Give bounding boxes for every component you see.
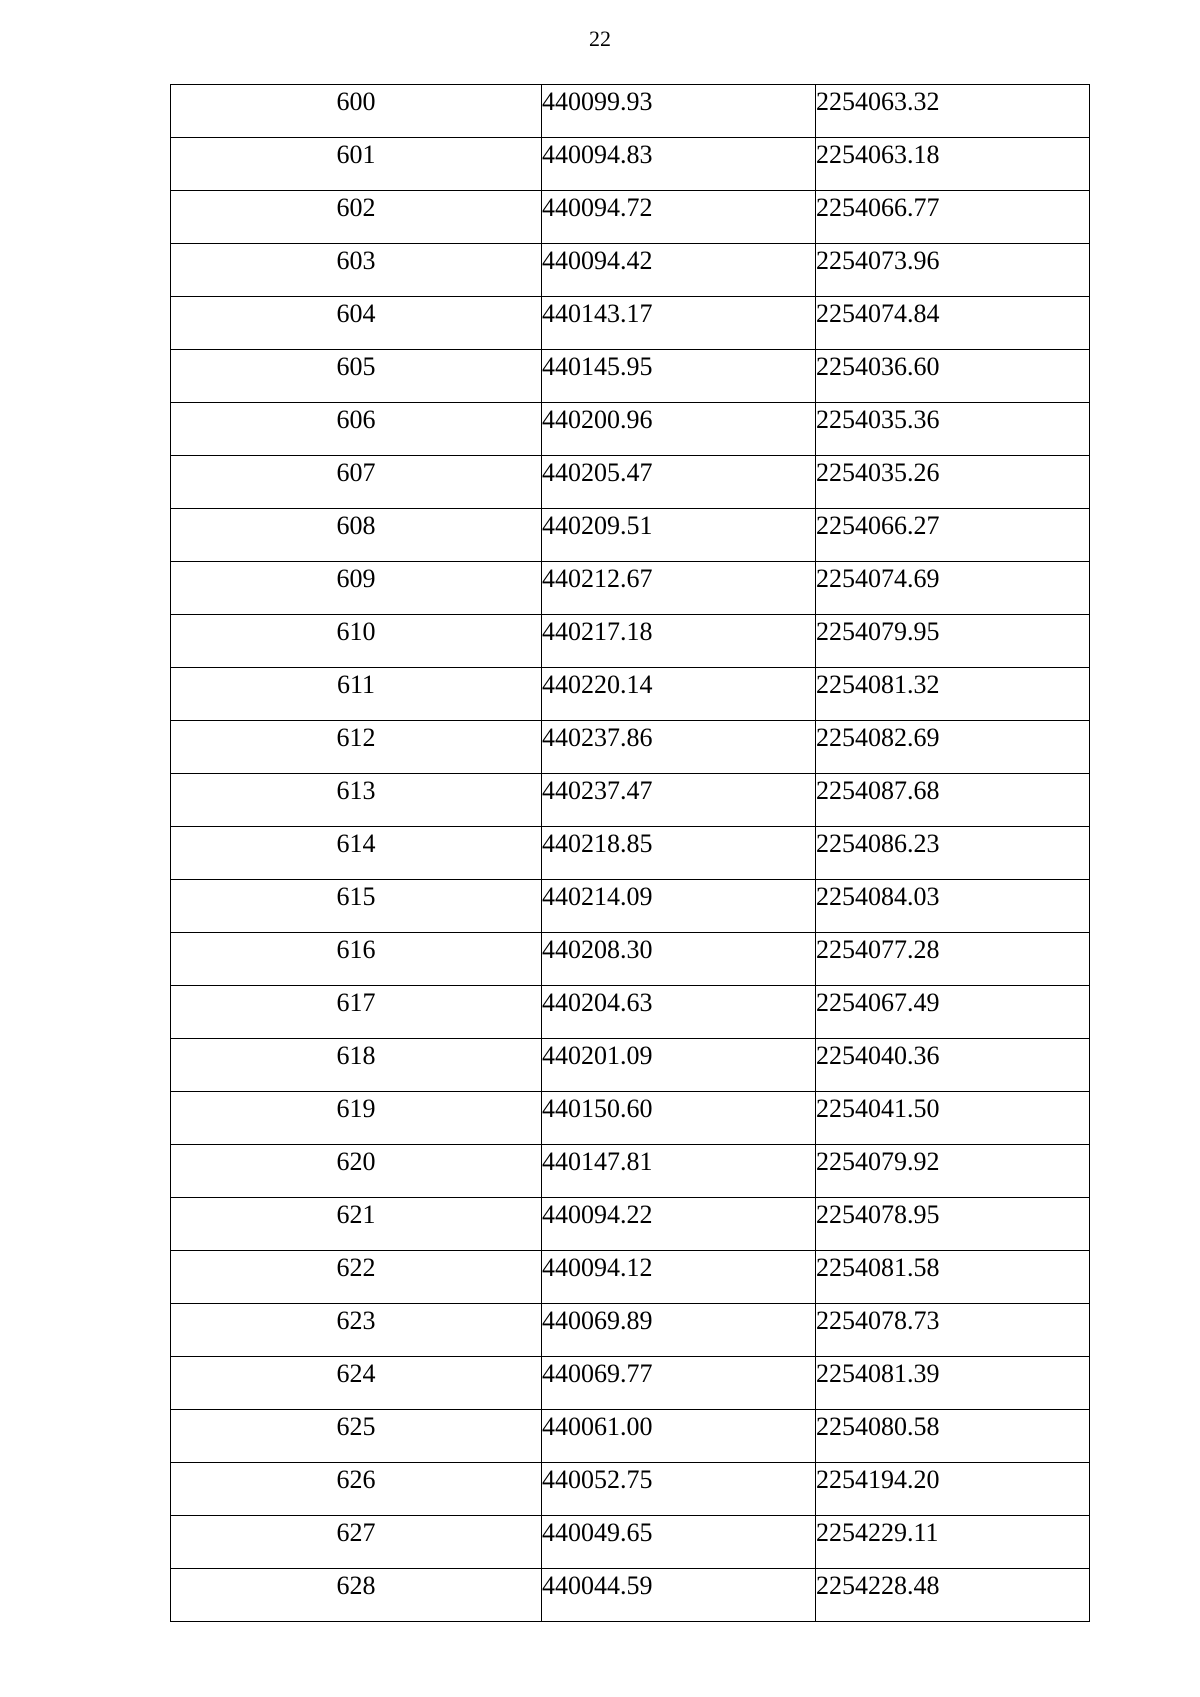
point-number-cell: 623 [171, 1304, 542, 1357]
y-coordinate-cell: 2254078.73 [816, 1304, 1090, 1357]
x-coordinate-cell: 440094.83 [542, 138, 816, 191]
x-coordinate-cell: 440147.81 [542, 1145, 816, 1198]
x-coordinate-cell: 440049.65 [542, 1516, 816, 1569]
y-coordinate-cell: 2254086.23 [816, 827, 1090, 880]
y-coordinate-cell: 2254087.68 [816, 774, 1090, 827]
y-coordinate-cell: 2254067.49 [816, 986, 1090, 1039]
x-coordinate-cell: 440214.09 [542, 880, 816, 933]
x-coordinate-cell: 440220.14 [542, 668, 816, 721]
y-coordinate-cell: 2254073.96 [816, 244, 1090, 297]
y-coordinate-cell: 2254077.28 [816, 933, 1090, 986]
point-number-cell: 616 [171, 933, 542, 986]
y-coordinate-cell: 2254194.20 [816, 1463, 1090, 1516]
table-row [171, 403, 1090, 456]
x-coordinate-cell: 440145.95 [542, 350, 816, 403]
y-coordinate-cell: 2254035.26 [816, 456, 1090, 509]
table-row [171, 615, 1090, 668]
y-coordinate-cell: 2254081.39 [816, 1357, 1090, 1410]
y-coordinate-cell: 2254074.69 [816, 562, 1090, 615]
point-number-cell: 617 [171, 986, 542, 1039]
table-row [171, 1357, 1090, 1410]
x-coordinate-cell: 440237.86 [542, 721, 816, 774]
x-coordinate-cell: 440069.77 [542, 1357, 816, 1410]
point-number-cell: 618 [171, 1039, 542, 1092]
table-row [171, 1039, 1090, 1092]
x-coordinate-cell: 440044.59 [542, 1569, 816, 1622]
point-number-cell: 610 [171, 615, 542, 668]
table-row [171, 1463, 1090, 1516]
x-coordinate-cell: 440217.18 [542, 615, 816, 668]
y-coordinate-cell: 2254066.27 [816, 509, 1090, 562]
y-coordinate-cell: 2254078.95 [816, 1198, 1090, 1251]
table-row [171, 668, 1090, 721]
table-row [171, 562, 1090, 615]
page-number: 22 [589, 26, 611, 51]
y-coordinate-cell: 2254063.18 [816, 138, 1090, 191]
table-row [171, 827, 1090, 880]
y-coordinate-cell: 2254081.58 [816, 1251, 1090, 1304]
table-row [171, 986, 1090, 1039]
x-coordinate-cell: 440200.96 [542, 403, 816, 456]
point-number-cell: 609 [171, 562, 542, 615]
x-coordinate-cell: 440099.93 [542, 85, 816, 138]
table-row [171, 244, 1090, 297]
point-number-cell: 620 [171, 1145, 542, 1198]
x-coordinate-cell: 440094.22 [542, 1198, 816, 1251]
y-coordinate-cell: 2254229.11 [816, 1516, 1090, 1569]
x-coordinate-cell: 440212.67 [542, 562, 816, 615]
table-row [171, 721, 1090, 774]
table-row [171, 1251, 1090, 1304]
point-number-cell: 603 [171, 244, 542, 297]
table-row [171, 456, 1090, 509]
table-row [171, 1304, 1090, 1357]
point-number-cell: 608 [171, 509, 542, 562]
table-row [171, 880, 1090, 933]
point-number-cell: 615 [171, 880, 542, 933]
coordinates-table-body [171, 85, 1090, 1622]
point-number-cell: 613 [171, 774, 542, 827]
point-number-cell: 626 [171, 1463, 542, 1516]
table-row [171, 1198, 1090, 1251]
point-number-cell: 612 [171, 721, 542, 774]
table-row [171, 1410, 1090, 1463]
x-coordinate-cell: 440237.47 [542, 774, 816, 827]
table-row [171, 1092, 1090, 1145]
coordinates-table [170, 84, 1090, 1622]
point-number-cell: 601 [171, 138, 542, 191]
table-row [171, 350, 1090, 403]
point-number-cell: 600 [171, 85, 542, 138]
table-row [171, 191, 1090, 244]
table-row [171, 297, 1090, 350]
x-coordinate-cell: 440218.85 [542, 827, 816, 880]
x-coordinate-cell: 440069.89 [542, 1304, 816, 1357]
table-row [171, 1516, 1090, 1569]
table-row [171, 85, 1090, 138]
point-number-cell: 627 [171, 1516, 542, 1569]
table-row [171, 933, 1090, 986]
point-number-cell: 602 [171, 191, 542, 244]
y-coordinate-cell: 2254035.36 [816, 403, 1090, 456]
x-coordinate-cell: 440094.12 [542, 1251, 816, 1304]
x-coordinate-cell: 440061.00 [542, 1410, 816, 1463]
table-row [171, 509, 1090, 562]
y-coordinate-cell: 2254084.03 [816, 880, 1090, 933]
y-coordinate-cell: 2254079.92 [816, 1145, 1090, 1198]
table-row [171, 774, 1090, 827]
x-coordinate-cell: 440143.17 [542, 297, 816, 350]
point-number-cell: 624 [171, 1357, 542, 1410]
point-number-cell: 625 [171, 1410, 542, 1463]
point-number-cell: 614 [171, 827, 542, 880]
y-coordinate-cell: 2254228.48 [816, 1569, 1090, 1622]
point-number-cell: 611 [171, 668, 542, 721]
table-row [171, 138, 1090, 191]
x-coordinate-cell: 440094.72 [542, 191, 816, 244]
y-coordinate-cell: 2254074.84 [816, 297, 1090, 350]
y-coordinate-cell: 2254063.32 [816, 85, 1090, 138]
table-row [171, 1569, 1090, 1622]
table-row [171, 1145, 1090, 1198]
point-number-cell: 605 [171, 350, 542, 403]
x-coordinate-cell: 440208.30 [542, 933, 816, 986]
y-coordinate-cell: 2254080.58 [816, 1410, 1090, 1463]
y-coordinate-cell: 2254066.77 [816, 191, 1090, 244]
x-coordinate-cell: 440094.42 [542, 244, 816, 297]
point-number-cell: 619 [171, 1092, 542, 1145]
x-coordinate-cell: 440205.47 [542, 456, 816, 509]
x-coordinate-cell: 440052.75 [542, 1463, 816, 1516]
y-coordinate-cell: 2254041.50 [816, 1092, 1090, 1145]
point-number-cell: 606 [171, 403, 542, 456]
point-number-cell: 604 [171, 297, 542, 350]
point-number-cell: 607 [171, 456, 542, 509]
y-coordinate-cell: 2254040.36 [816, 1039, 1090, 1092]
y-coordinate-cell: 2254081.32 [816, 668, 1090, 721]
x-coordinate-cell: 440201.09 [542, 1039, 816, 1092]
point-number-cell: 628 [171, 1569, 542, 1622]
y-coordinate-cell: 2254079.95 [816, 615, 1090, 668]
y-coordinate-cell: 2254082.69 [816, 721, 1090, 774]
x-coordinate-cell: 440209.51 [542, 509, 816, 562]
point-number-cell: 621 [171, 1198, 542, 1251]
y-coordinate-cell: 2254036.60 [816, 350, 1090, 403]
x-coordinate-cell: 440150.60 [542, 1092, 816, 1145]
point-number-cell: 622 [171, 1251, 542, 1304]
x-coordinate-cell: 440204.63 [542, 986, 816, 1039]
